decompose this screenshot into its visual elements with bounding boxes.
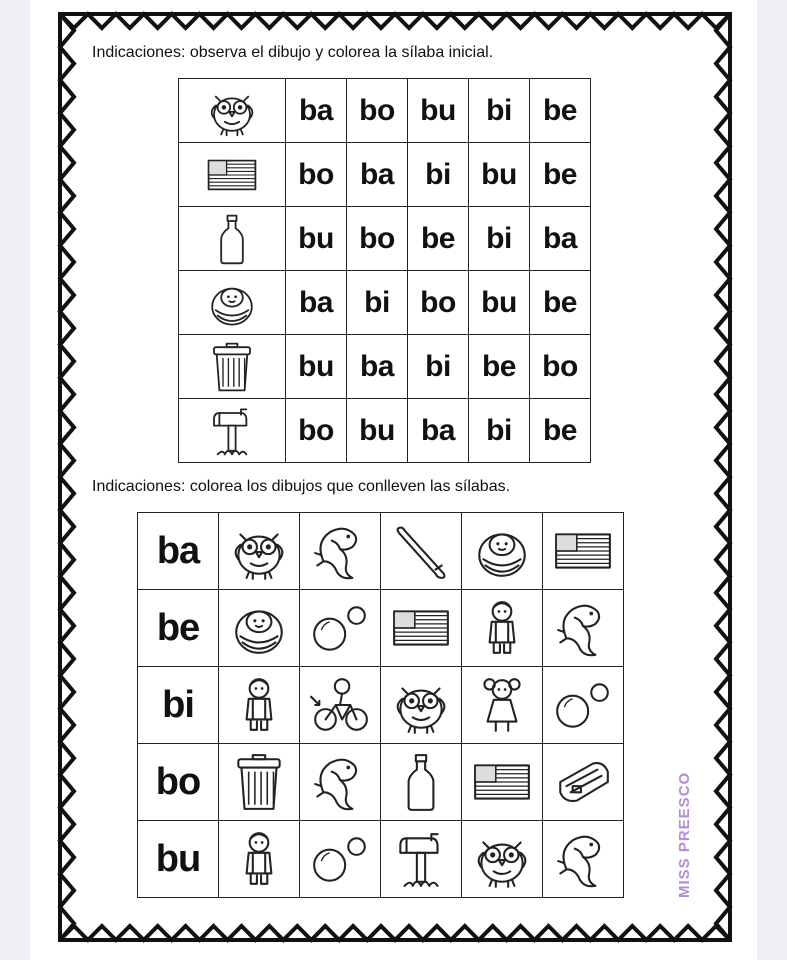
- syllable-header-cell: [138, 744, 219, 821]
- syllable-label: be: [542, 93, 577, 127]
- syllable-label: bo: [155, 760, 201, 803]
- picture-cell[interactable]: [462, 667, 543, 744]
- syllable-label: bu: [298, 349, 334, 383]
- syllable-cell[interactable]: [286, 143, 347, 207]
- bubbles-icon: [309, 597, 371, 659]
- syllable-header-cell: [138, 821, 219, 898]
- picture-cell[interactable]: [300, 513, 381, 590]
- syllable-label: bi: [364, 285, 390, 319]
- syllable-cell[interactable]: [530, 79, 591, 143]
- picture-cell: [179, 271, 286, 335]
- flag-icon: [390, 597, 452, 659]
- syllable-table-row: [179, 207, 591, 271]
- boy-icon: [228, 674, 290, 736]
- picture-cell[interactable]: [543, 590, 624, 667]
- syllable-label: be: [542, 413, 577, 447]
- syllable-cell[interactable]: [469, 399, 530, 463]
- owl-icon: [228, 520, 290, 582]
- syllable-cell[interactable]: [408, 399, 469, 463]
- syllable-cell[interactable]: [530, 207, 591, 271]
- syllable-cell[interactable]: [469, 143, 530, 207]
- syllable-label: bu: [359, 413, 395, 447]
- dolphin-icon: [309, 520, 371, 582]
- pencil-case-icon: [552, 751, 614, 813]
- baby-icon: [228, 597, 290, 659]
- bicycle-icon: [309, 674, 371, 736]
- picture-cell[interactable]: [381, 667, 462, 744]
- syllable-label: bi: [425, 157, 451, 191]
- syllable-cell[interactable]: [469, 335, 530, 399]
- girl-icon: [471, 674, 533, 736]
- owl-icon: [390, 674, 452, 736]
- syllable-cell[interactable]: [347, 207, 408, 271]
- syllable-cell[interactable]: [286, 335, 347, 399]
- bat-icon: [390, 520, 452, 582]
- picture-cell[interactable]: [543, 513, 624, 590]
- syllable-cell[interactable]: [347, 79, 408, 143]
- syllable-label: ba: [298, 93, 333, 127]
- picture-cell: [179, 79, 286, 143]
- syllable-label: be: [542, 285, 577, 319]
- picture-cell[interactable]: [381, 513, 462, 590]
- syllable-cell[interactable]: [347, 143, 408, 207]
- syllable-label: bo: [420, 285, 456, 319]
- picture-table-row: [138, 667, 624, 744]
- picture-cell[interactable]: [300, 667, 381, 744]
- picture-cell[interactable]: [219, 821, 300, 898]
- picture-cell: [179, 399, 286, 463]
- picture-cell[interactable]: [219, 513, 300, 590]
- picture-cell[interactable]: [381, 821, 462, 898]
- picture-cell[interactable]: [543, 667, 624, 744]
- syllable-cell[interactable]: [408, 79, 469, 143]
- syllable-cell[interactable]: [408, 335, 469, 399]
- syllable-label: be: [420, 221, 455, 255]
- syllable-label: bi: [486, 93, 512, 127]
- syllable-cell[interactable]: [469, 79, 530, 143]
- owl-icon: [205, 84, 259, 138]
- syllable-label: ba: [156, 529, 200, 572]
- syllable-label: bo: [298, 413, 334, 447]
- syllable-label: ba: [420, 413, 455, 447]
- syllable-label: bo: [359, 221, 395, 255]
- flag-icon: [205, 148, 259, 202]
- syllable-label: bu: [298, 221, 334, 255]
- picture-cell[interactable]: [462, 590, 543, 667]
- syllable-cell[interactable]: [530, 271, 591, 335]
- syllable-cell[interactable]: [286, 79, 347, 143]
- syllable-table-row: [179, 271, 591, 335]
- picture-cell[interactable]: [462, 821, 543, 898]
- syllable-label: bi: [162, 683, 194, 726]
- instruction-first: Indicaciones: observa el dibujo y colorea la sílaba inicial.: [92, 44, 494, 61]
- syllable-cell[interactable]: [530, 143, 591, 207]
- syllable-label: be: [156, 606, 200, 649]
- watermark-text: MISS PREESCO: [676, 771, 693, 898]
- trash-can-icon: [228, 751, 290, 813]
- picture-table-row: [138, 821, 624, 898]
- dolphin-icon: [309, 751, 371, 813]
- picture-cell[interactable]: [300, 744, 381, 821]
- trash-can-icon: [205, 340, 259, 394]
- picture-cell: [179, 335, 286, 399]
- syllable-label: bi: [486, 221, 512, 255]
- mailbox-icon: [390, 828, 452, 890]
- syllable-header-cell: [138, 513, 219, 590]
- syllable-cell[interactable]: [469, 271, 530, 335]
- baby-icon: [471, 520, 533, 582]
- syllable-table-row: [179, 143, 591, 207]
- syllable-cell[interactable]: [347, 335, 408, 399]
- picture-cell[interactable]: [462, 513, 543, 590]
- syllable-label: ba: [359, 349, 394, 383]
- picture-table: [137, 512, 624, 898]
- syllable-label: bi: [486, 413, 512, 447]
- syllable-cell[interactable]: [408, 207, 469, 271]
- syllable-table-row: [179, 79, 591, 143]
- instruction-second: Indicaciones: colorea los dibujos que conlleven las sílabas.: [92, 478, 511, 495]
- picture-cell[interactable]: [381, 744, 462, 821]
- syllable-cell[interactable]: [469, 207, 530, 271]
- picture-cell[interactable]: [462, 744, 543, 821]
- picture-cell[interactable]: [219, 590, 300, 667]
- picture-cell[interactable]: [300, 821, 381, 898]
- picture-cell[interactable]: [381, 590, 462, 667]
- boy-icon: [228, 828, 290, 890]
- syllable-cell[interactable]: [408, 271, 469, 335]
- syllable-label: bi: [425, 349, 451, 383]
- baby-icon: [205, 276, 259, 330]
- picture-table-row: [138, 513, 624, 590]
- picture-cell[interactable]: [219, 667, 300, 744]
- syllable-table-row: [179, 335, 591, 399]
- syllable-label: bu: [481, 285, 517, 319]
- syllable-table-row: [179, 399, 591, 463]
- mailbox-icon: [205, 404, 259, 458]
- syllable-cell[interactable]: [286, 207, 347, 271]
- syllable-label: be: [481, 349, 516, 383]
- bottle-icon: [205, 212, 259, 266]
- flag-icon: [552, 520, 614, 582]
- syllable-cell[interactable]: [408, 143, 469, 207]
- dolphin-icon: [552, 828, 614, 890]
- syllable-cell[interactable]: [530, 335, 591, 399]
- syllable-table: [178, 78, 591, 463]
- picture-table-row: [138, 744, 624, 821]
- syllable-label: bu: [155, 837, 201, 880]
- picture-cell: [179, 143, 286, 207]
- syllable-label: ba: [542, 221, 577, 255]
- flag-icon: [471, 751, 533, 813]
- syllable-label: bo: [359, 93, 395, 127]
- syllable-label: bo: [542, 349, 578, 383]
- syllable-cell[interactable]: [347, 399, 408, 463]
- bubbles-icon: [552, 674, 614, 736]
- bubbles-icon: [309, 828, 371, 890]
- picture-cell[interactable]: [300, 590, 381, 667]
- syllable-header-cell: [138, 667, 219, 744]
- syllable-label: ba: [298, 285, 333, 319]
- syllable-label: bu: [481, 157, 517, 191]
- syllable-cell[interactable]: [286, 399, 347, 463]
- syllable-label: bu: [420, 93, 456, 127]
- picture-cell[interactable]: [543, 744, 624, 821]
- owl-icon: [471, 828, 533, 890]
- syllable-cell[interactable]: [530, 399, 591, 463]
- picture-cell[interactable]: [543, 821, 624, 898]
- picture-cell[interactable]: [219, 744, 300, 821]
- syllable-label: bo: [298, 157, 334, 191]
- picture-cell: [179, 207, 286, 271]
- syllable-header-cell: [138, 590, 219, 667]
- picture-table-row: [138, 590, 624, 667]
- syllable-cell[interactable]: [286, 271, 347, 335]
- boy-icon: [471, 597, 533, 659]
- syllable-label: be: [542, 157, 577, 191]
- dolphin-icon: [552, 597, 614, 659]
- syllable-cell[interactable]: [347, 271, 408, 335]
- watermark-logo: [670, 760, 710, 900]
- syllable-label: ba: [359, 157, 394, 191]
- bottle-icon: [390, 751, 452, 813]
